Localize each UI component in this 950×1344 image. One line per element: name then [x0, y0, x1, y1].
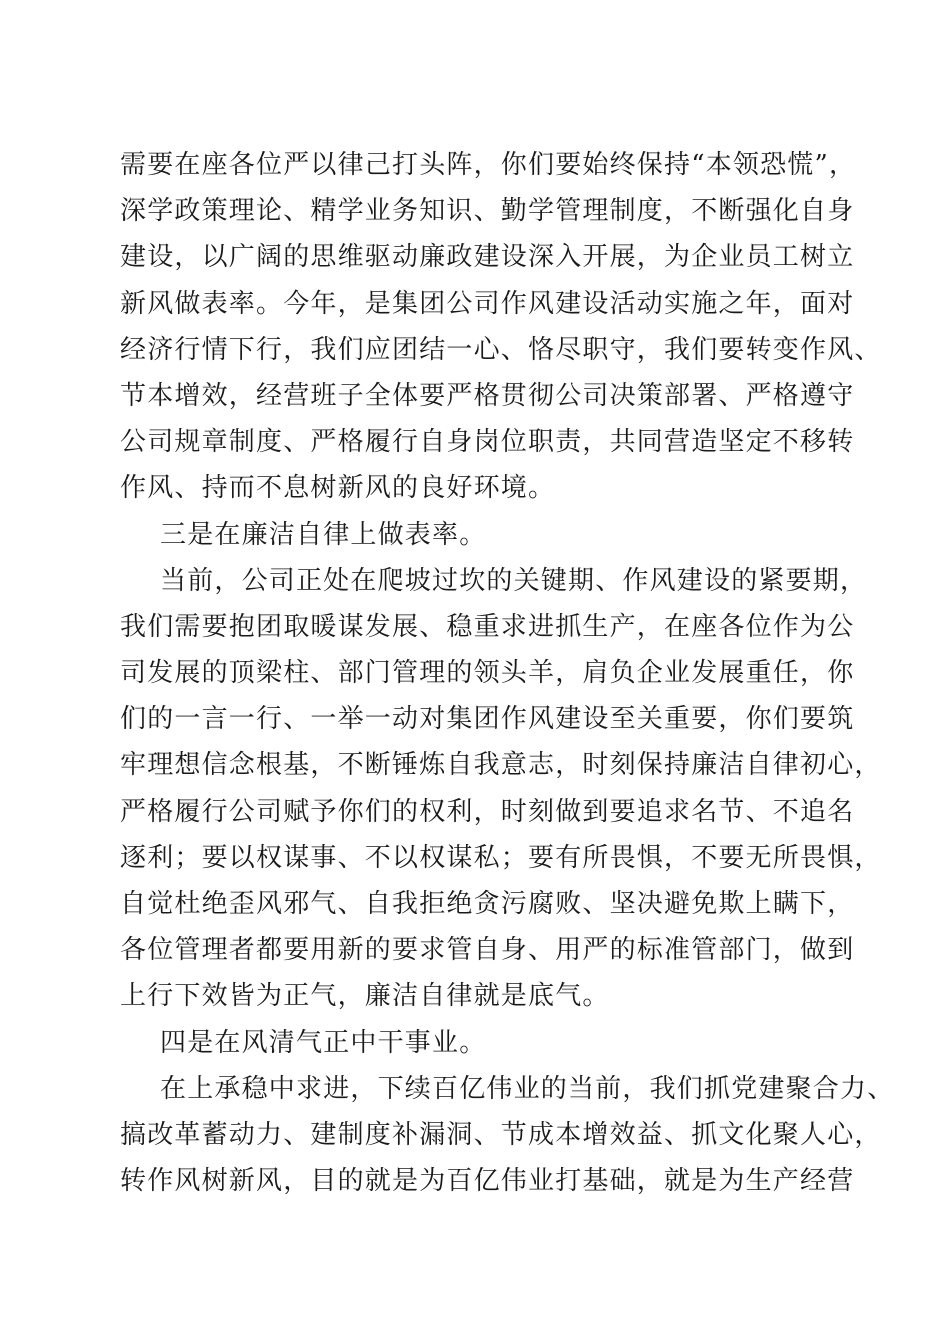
paragraph-line: 节本增效，经营班子全体要严格贯彻公司决策部署、严格遵守	[120, 380, 855, 411]
section-heading-4: 四是在风清气正中干事业。	[160, 1027, 487, 1058]
section-heading-3: 三是在廉洁自律上做表率。	[160, 519, 487, 550]
paragraph-line: 上行下效皆为正气，廉洁自律就是底气。	[120, 981, 610, 1012]
paragraph-line: 转作风树新风，目的就是为百亿伟业打基础，就是为生产经营	[120, 1166, 855, 1197]
paragraph-3	[120, 1066, 895, 1205]
paragraph-line: 建设，以广阔的思维驱动廉政建设深入开展，为企业员工树立	[120, 242, 855, 273]
paragraph-line: 牢理想信念根基，不断锤炼自我意志，时刻保持廉洁自律初心，	[120, 750, 882, 781]
paragraph-line: 经济行情下行，我们应团结一心、恪尽职守，我们要转变作风、	[120, 334, 882, 365]
paragraph-line: 我们需要抱团取暖谋发展、稳重求进抓生产，在座各位作为公	[120, 611, 855, 642]
paragraph-line: 作风、持而不息树新风的良好环境。	[120, 473, 556, 504]
paragraph-line: 当前，公司正处在爬坡过坎的关键期、作风建设的紧要期，	[160, 565, 868, 596]
paragraph-1	[120, 142, 882, 512]
document-body	[120, 142, 895, 1204]
paragraph-line: 公司规章制度、严格履行自身岗位职责，共同营造坚定不移转	[120, 427, 855, 458]
paragraph-line: 搞改革蓄动力、建制度补漏洞、节成本增效益、抓文化聚人心，	[120, 1119, 882, 1150]
paragraph-line: 们的一言一行、一举一动对集团作风建设至关重要，你们要筑	[120, 704, 855, 735]
paragraph-line: 新风做表率。今年，是集团公司作风建设活动实施之年，面对	[120, 288, 855, 319]
paragraph-line: 逐利；要以权谋事、不以权谋私；要有所畏惧，不要无所畏惧，	[120, 842, 882, 873]
paragraph-line: 各位管理者都要用新的要求管自身、用严的标准管部门，做到	[120, 935, 855, 966]
paragraph-line: 严格履行公司赋予你们的权利，时刻做到要追求名节、不追名	[120, 796, 855, 827]
paragraph-line: 在上承稳中求进，下续百亿伟业的当前，我们抓党建聚合力、	[160, 1073, 895, 1104]
paragraph-line: 需要在座各位严以律己打头阵，你们要始终保持“本领恐慌”，	[120, 150, 857, 180]
paragraph-2	[120, 558, 882, 1020]
paragraph-line: 自觉杜绝歪风邪气、自我拒绝贪污腐败、坚决避免欺上瞒下，	[120, 889, 855, 919]
paragraph-line: 司发展的顶梁柱、部门管理的领头羊，肩负企业发展重任，你	[120, 658, 855, 689]
paragraph-line: 深学政策理论、精学业务知识、勤学管理制度，不断强化自身	[120, 196, 855, 227]
